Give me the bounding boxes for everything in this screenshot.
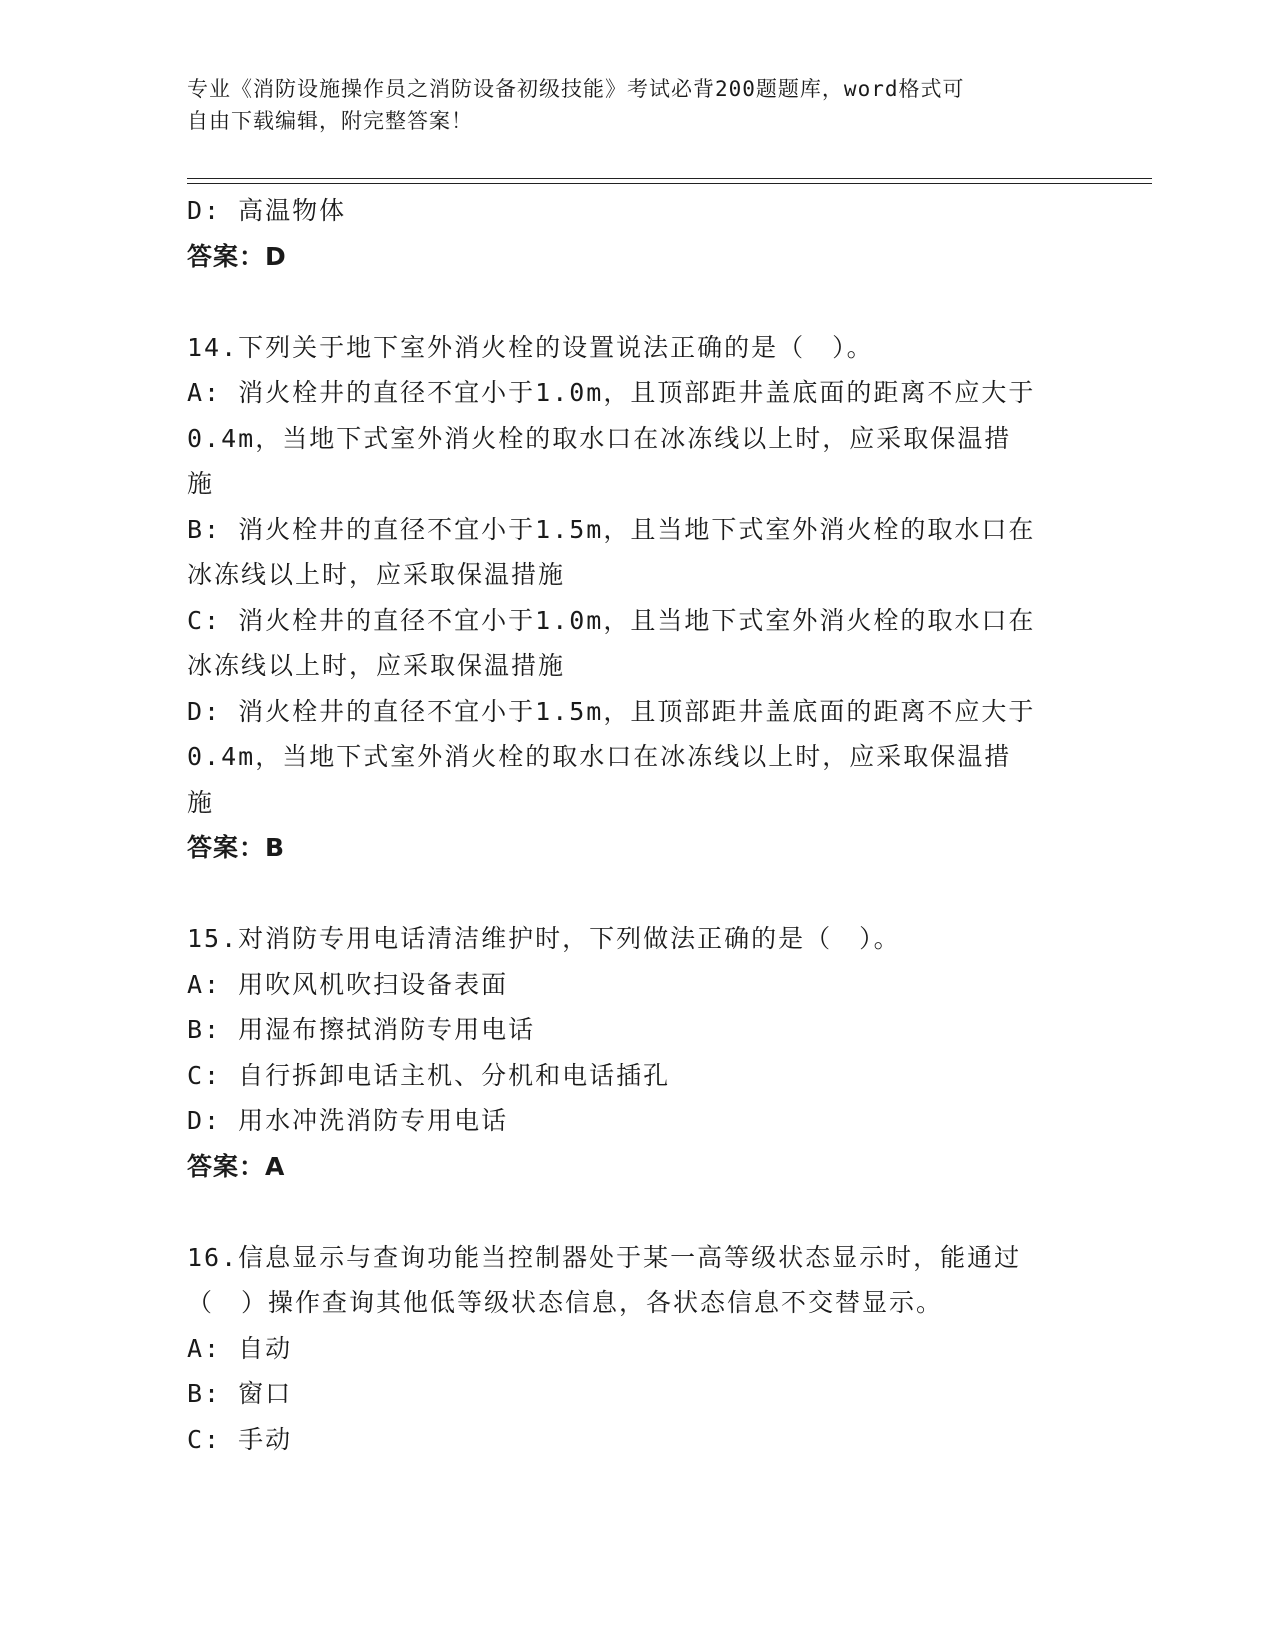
- option-d-line: D: 用水冲洗消防专用电话: [187, 1106, 509, 1135]
- question-14: [187, 325, 1087, 871]
- header-divider: [187, 178, 1152, 179]
- spacer: [187, 279, 1087, 325]
- option-a-line: 0.4m，当地下式室外消火栓的取水口在冰冻线以上时，应采取保温措: [187, 423, 1012, 453]
- option-c-line: 冰冻线以上时，应采取保温措施: [187, 651, 566, 680]
- header-line-2: 自由下载编辑，附完整答案！: [187, 109, 473, 133]
- spacer: [187, 871, 1087, 917]
- option-d-line: D: 消火栓井的直径不宜小于1.5m，且顶部距井盖底面的距离不应大于: [187, 696, 1036, 726]
- question-16: [187, 1235, 1087, 1463]
- option-d: D: 高温物体: [187, 196, 347, 225]
- question-stem: 15.对消防专用电话清洁维护时，下列做法正确的是（ ）。: [187, 924, 901, 953]
- option-b-line: B: 窗口: [187, 1379, 293, 1408]
- option-c-line: C: 手动: [187, 1424, 293, 1454]
- option-d-line: 0.4m，当地下式室外消火栓的取水口在冰冻线以上时，应采取保温措: [187, 742, 1012, 771]
- question-15: [187, 916, 1087, 1189]
- option-d-line: 施: [187, 787, 215, 817]
- question-list: [187, 188, 1087, 1462]
- question-stem: 16.信息显示与查询功能当控制器处于某一高等级状态显示时，能通过: [187, 1242, 1022, 1272]
- option-a-line: A: 用吹风机吹扫设备表面: [187, 969, 509, 999]
- spacer: [187, 1189, 1087, 1235]
- header-line-1: 专业《消防设施操作员之消防设备初级技能》考试必背200题题库，word格式可: [187, 77, 965, 101]
- option-b-line: B: 用湿布擦拭消防专用电话: [187, 1015, 536, 1044]
- question-stem: （ ）操作查询其他低等级状态信息，各状态信息不交替显示。: [187, 1288, 944, 1317]
- option-c-line: C: 消火栓井的直径不宜小于1.0m，且当地下式室外消火栓的取水口在: [187, 605, 1036, 635]
- answer-line: 答案：D: [187, 241, 287, 271]
- question-stem: 14.下列关于地下室外消火栓的设置说法正确的是（ ）。: [187, 332, 874, 362]
- option-a-line: 施: [187, 469, 215, 498]
- option-c-line: C: 自行拆卸电话主机、分机和电话插孔: [187, 1060, 671, 1090]
- option-b-line: B: 消火栓井的直径不宜小于1.5m，且当地下式室外消火栓的取水口在: [187, 514, 1036, 544]
- header-divider-double: [187, 183, 1152, 184]
- option-a-line: A: 自动: [187, 1333, 293, 1363]
- answer-line: 答案：A: [187, 1151, 286, 1181]
- page-header: [187, 73, 1067, 137]
- option-a-line: A: 消火栓井的直径不宜小于1.0m，且顶部距井盖底面的距离不应大于: [187, 378, 1036, 407]
- option-b-line: 冰冻线以上时，应采取保温措施: [187, 560, 566, 589]
- answer-line: 答案：B: [187, 833, 286, 862]
